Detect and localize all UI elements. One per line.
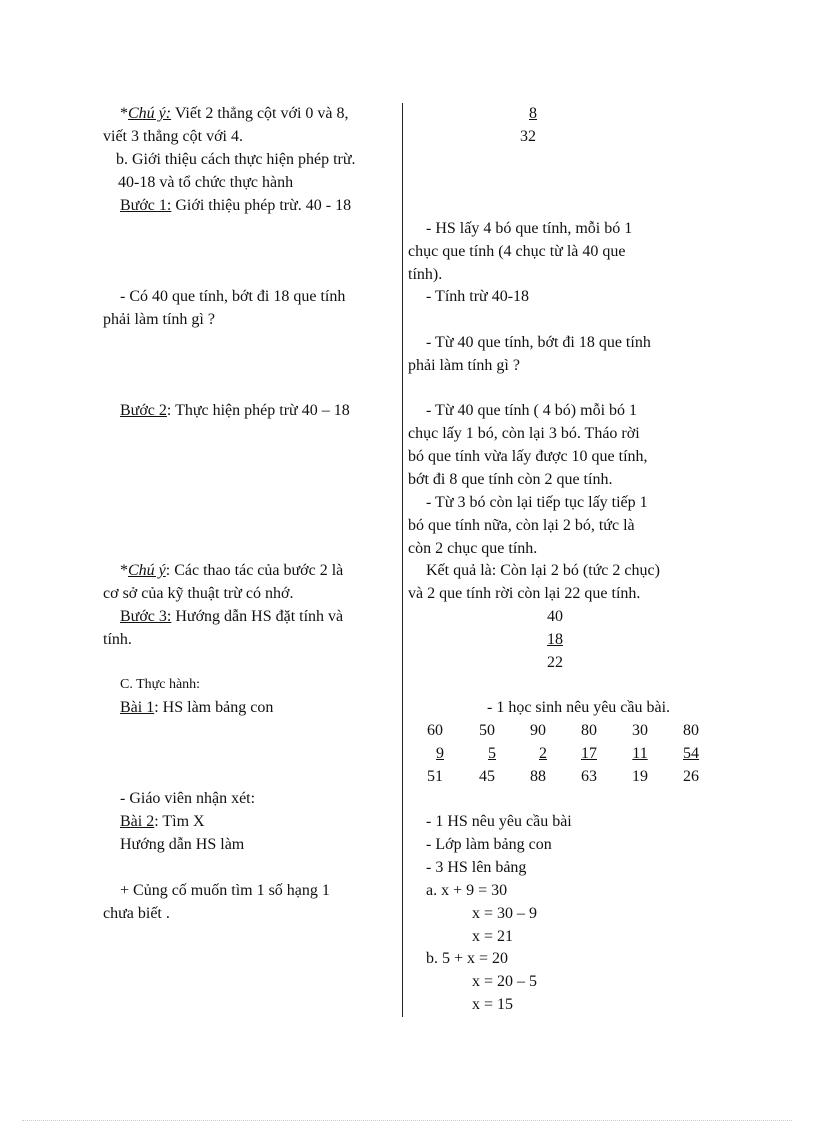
- step-1-text: Giới thiệu phép trừ. 40 - 18: [171, 197, 352, 214]
- table-subtrahend: 9: [436, 745, 444, 762]
- question-r-line1: - Từ 40 que tính, bớt đi 18 que tính: [426, 334, 651, 351]
- table-top: 50: [479, 722, 495, 739]
- table-top: 30: [632, 722, 648, 739]
- table-result: 19: [632, 768, 648, 785]
- process2-line1: - Từ 3 bó còn lại tiếp tục lấy tiếp 1: [426, 494, 648, 511]
- step-2-label: Bước 2: [120, 402, 167, 419]
- exercise-1: [120, 698, 273, 718]
- question-r-line2: phải làm tính gì ?: [408, 357, 520, 374]
- consolidate-line2: chưa biết .: [103, 905, 170, 922]
- equation-b2: x = 20 – 5: [472, 973, 538, 990]
- equation-a1: a. x + 9 = 30: [426, 882, 508, 899]
- step-2: [120, 401, 350, 421]
- note-1-line2: viết 3 thẳng cột với 4.: [103, 128, 243, 145]
- calc-subtrahend: 18: [547, 631, 563, 648]
- step-1-label: Bước 1:: [120, 197, 172, 214]
- question-1-line2: phải làm tính gì ?: [103, 311, 215, 328]
- equation-b3: x = 15: [472, 996, 514, 1013]
- note-2-text: : Các thao tác của bước 2 là: [165, 562, 344, 579]
- exercise-2-guide: Hướng dẫn HS làm: [120, 836, 245, 853]
- hs-line1: - HS lấy 4 bó que tính, mỗi bó 1: [426, 220, 633, 237]
- top-subtrahend: 8: [529, 105, 537, 122]
- table-top: 80: [683, 722, 699, 739]
- note-1: [120, 104, 349, 124]
- section-c-heading: C. Thực hành:: [120, 677, 201, 692]
- section-b-subtitle: 40-18 và tổ chức thực hành: [118, 174, 294, 191]
- step-3: [120, 607, 343, 627]
- table-subtrahend: 5: [488, 745, 496, 762]
- page-bottom-rule: [22, 1120, 792, 1121]
- step-2-text: : Thực hiện phép trừ 40 – 18: [166, 402, 350, 419]
- column-divider: [402, 103, 403, 1017]
- process2-line3: còn 2 chục que tính.: [408, 540, 538, 557]
- step-1: [120, 196, 351, 216]
- process-line1: - Từ 40 que tính ( 4 bó) mỗi bó 1: [426, 402, 638, 419]
- note-2-star: *: [120, 562, 128, 579]
- process-line2: chục lấy 1 bó, còn lại 3 bó. Tháo rời: [408, 425, 640, 442]
- table-top: 60: [427, 722, 443, 739]
- exercise-1-label: Bài 1: [120, 699, 155, 716]
- table-subtrahend: 11: [632, 745, 648, 762]
- equation-a2: x = 30 – 9: [472, 905, 538, 922]
- exercise-1-text: : HS làm bảng con: [154, 699, 274, 716]
- step-3-text: Hướng dẫn HS đặt tính và: [171, 608, 344, 625]
- step-3-label: Bước 3:: [120, 608, 172, 625]
- table-result: 51: [427, 768, 443, 785]
- equation-a3: x = 21: [472, 928, 514, 945]
- subtraction-op: - Tính trừ 40-18: [426, 288, 530, 305]
- result-line2: và 2 que tính rời còn lại 22 que tính.: [408, 585, 641, 602]
- table-top: 90: [530, 722, 546, 739]
- hs-line2: chục que tính (4 chục từ là 40 que: [408, 243, 626, 260]
- question-1-line1: - Có 40 que tính, bớt đi 18 que tính: [120, 288, 346, 305]
- calc-top: 40: [547, 608, 563, 625]
- process-line3: bó que tính vừa lấy được 10 que tính,: [408, 448, 648, 465]
- table-result: 45: [479, 768, 495, 785]
- teacher-note: - Giáo viên nhận xét:: [120, 790, 256, 807]
- exercise-2-line2: - Lớp làm bảng con: [426, 836, 552, 853]
- consolidate-line1: + Củng cố muốn tìm 1 số hạng 1: [120, 882, 330, 899]
- note-2-label: Chú ý: [128, 562, 166, 579]
- exercise-1-requirement: - 1 học sinh nêu yêu cầu bài.: [487, 699, 671, 716]
- table-subtrahend: 2: [539, 745, 547, 762]
- note-star: *: [120, 105, 128, 122]
- result-line1: Kết quả là: Còn lại 2 bó (tức 2 chục): [426, 562, 660, 579]
- note-label: Chú ý:: [128, 105, 172, 122]
- table-result: 26: [683, 768, 699, 785]
- table-top: 80: [581, 722, 597, 739]
- step-3-line2: tính.: [103, 631, 132, 648]
- table-result: 63: [581, 768, 597, 785]
- exercise-2-line3: - 3 HS lên bảng: [426, 859, 527, 876]
- note-text: Viết 2 thẳng cột với 0 và 8,: [171, 105, 349, 122]
- equation-b1: b. 5 + x = 20: [426, 950, 509, 967]
- note-2-line2: cơ sở của kỹ thuật trừ có nhớ.: [103, 585, 294, 602]
- hs-line3: tính).: [408, 266, 443, 283]
- section-b-title: b. Giới thiệu cách thực hiện phép trừ.: [116, 151, 356, 168]
- table-result: 88: [530, 768, 546, 785]
- exercise-2: [120, 812, 205, 832]
- process2-line2: bó que tính nữa, còn lại 2 bó, tức là: [408, 517, 635, 534]
- exercise-2-line1: - 1 HS nêu yêu cầu bài: [426, 813, 572, 830]
- exercise-2-text: : Tìm X: [154, 813, 205, 830]
- calc-result: 22: [547, 654, 563, 671]
- table-subtrahend: 17: [581, 745, 597, 762]
- process-line4: bớt đi 8 que tính còn 2 que tính.: [408, 471, 613, 488]
- exercise-2-label: Bài 2: [120, 813, 155, 830]
- table-subtrahend: 54: [683, 745, 699, 762]
- top-result: 32: [520, 128, 536, 145]
- note-2: [120, 561, 343, 581]
